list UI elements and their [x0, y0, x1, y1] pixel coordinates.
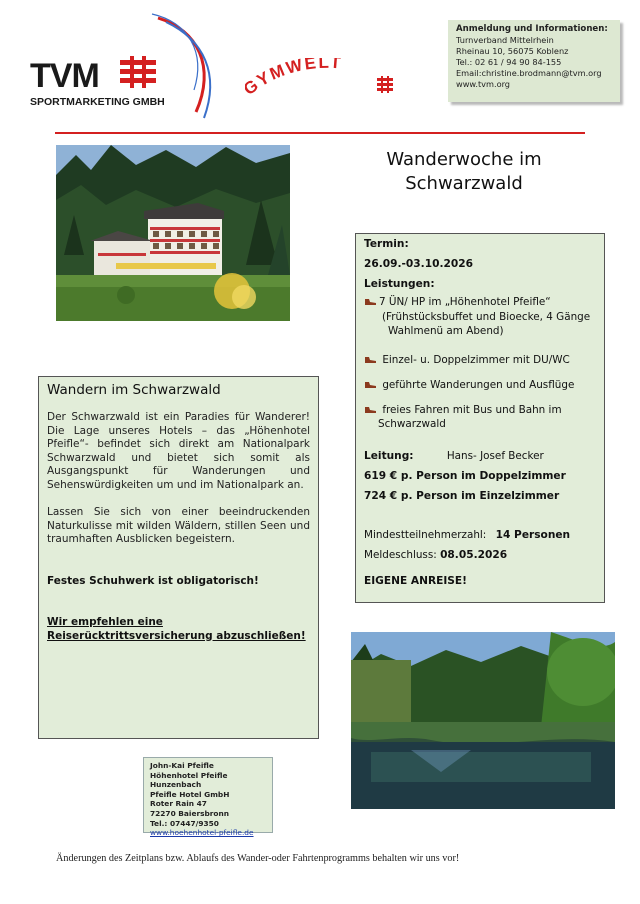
- price-double: 619 € p. Person im Doppelzimmer: [364, 470, 566, 482]
- description-paragraph: Der Schwarzwald ist ein Paradies für Wanderer! Die Lage unseres Hotels – das „Höhenhotel Pfeifle“- befindet sich direkt am Nationalpark Schwarzwald und bietet sich somit als Ausgangspunkt für Wanderungen und Sehenswürdigkeiten um und im Nationalpark an.: [47, 411, 310, 491]
- price-single: 724 € p. Person im Einzelzimmer: [364, 490, 560, 502]
- hiking-description-box: [38, 376, 319, 739]
- hiking-boot-icon: [364, 406, 377, 414]
- leistung-item: [364, 379, 574, 392]
- leitung-value: Hans- Josef Becker: [446, 450, 544, 462]
- trip-details-box: [355, 233, 605, 603]
- leistung-detail: Wahlmenü am Abend): [388, 325, 504, 337]
- lake-photo: [351, 632, 615, 809]
- header-divider: [55, 132, 585, 134]
- gymwelt-logo-text: YMWELT: [253, 58, 344, 91]
- leistung-item: [364, 296, 551, 309]
- leistung-detail: Schwarzwald: [378, 418, 446, 430]
- min-participants-label: Mindestteilnehmerzahl:: [364, 529, 487, 541]
- min-participants-value: 14 Personen: [495, 529, 571, 541]
- contact-email[interactable]: Email:christine.brodmann@tvm.org: [456, 68, 602, 78]
- leistung-item: [364, 404, 562, 417]
- page-title: [355, 148, 573, 196]
- termin-label: Termin:: [364, 238, 409, 250]
- tvm-logo: [28, 12, 218, 122]
- leistung-detail: (Frühstücksbuffet und Bioecke, 4 Gänge: [382, 311, 591, 323]
- min-participants-row: [364, 529, 570, 542]
- svg-text:GYMWELT: [245, 58, 343, 99]
- contact-phone: Tel.: 02 61 / 94 90 84-155: [456, 57, 562, 67]
- address-line: Roter Rain 47: [150, 799, 207, 809]
- leistung-text: Einzel- u. Doppelzimmer mit DU/WC: [382, 354, 570, 366]
- tvm-logo-text: TVM: [30, 57, 99, 95]
- turner-cross-icon: [120, 56, 156, 88]
- travel-note: EIGENE ANREISE!: [364, 575, 467, 587]
- deadline-row: [364, 549, 507, 562]
- leistung-text: 7 ÜN/ HP im „Höhenhotel Pfeifle“: [379, 296, 551, 308]
- title-line: Wanderwoche im: [386, 149, 542, 170]
- gymwelt-logo: [245, 58, 400, 100]
- description-paragraph: Lassen Sie sich von einer beeindruckenden Naturkulisse mit wilden Wäldern, stillen Seen und traumhaften Ausblicken begeistern.: [47, 506, 310, 545]
- leitung-row: [364, 450, 544, 463]
- hiking-boot-icon: [364, 356, 377, 364]
- section-heading: Wandern im Schwarzwald: [47, 382, 221, 398]
- leistungen-label: Leistungen:: [364, 278, 435, 290]
- contact-heading: Anmeldung und Informationen:: [456, 24, 608, 34]
- footer-disclaimer: Änderungen des Zeitplans bzw. Ablaufs des Wander-oder Fahrtenprogramms behalten wir uns vor!: [56, 853, 460, 864]
- address-line: 72270 Baiersbronn: [150, 808, 230, 818]
- address-phone: Tel.: 07447/9350: [150, 818, 219, 828]
- hotel-website-link[interactable]: www.hoehenhotel-pfeifle.de: [150, 828, 254, 838]
- footwear-note: Festes Schuhwerk ist obligatorisch!: [47, 574, 259, 587]
- turner-cross-icon: [377, 76, 393, 93]
- hiking-boot-icon: [364, 381, 377, 389]
- address-line: Höhenhotel Pfeifle Hunzenbach: [150, 770, 228, 790]
- insurance-note: Wir empfehlen eine Reiserücktrittsversicherung abzuschließen!: [47, 616, 306, 642]
- tvm-logo-subtitle: SPORTMARKETING GMBH: [30, 96, 165, 108]
- leistung-item: [364, 354, 570, 367]
- contact-line: Rheinau 10, 56075 Koblenz: [456, 46, 569, 56]
- deadline-value: 08.05.2026: [440, 549, 508, 561]
- hotel-address-box: [143, 757, 273, 838]
- deadline-label: Meldeschluss:: [364, 549, 437, 561]
- contact-website[interactable]: www.tvm.org: [456, 79, 511, 89]
- contact-info-box: [448, 20, 620, 102]
- contact-line: Turnverband Mittelrhein: [456, 35, 554, 45]
- leitung-label: Leitung:: [364, 450, 414, 462]
- hotel-photo: [56, 145, 290, 321]
- title-line: Schwarzwald: [405, 173, 523, 194]
- termin-value: 26.09.-03.10.2026: [364, 258, 473, 270]
- leistung-text: freies Fahren mit Bus und Bahn im: [382, 404, 562, 416]
- leistung-text: geführte Wanderungen und Ausflüge: [382, 379, 575, 391]
- address-line: Pfeifle Hotel GmbH: [150, 789, 230, 799]
- hiking-boot-icon: [364, 298, 377, 306]
- address-line: John-Kai Pfeifle: [150, 761, 214, 770]
